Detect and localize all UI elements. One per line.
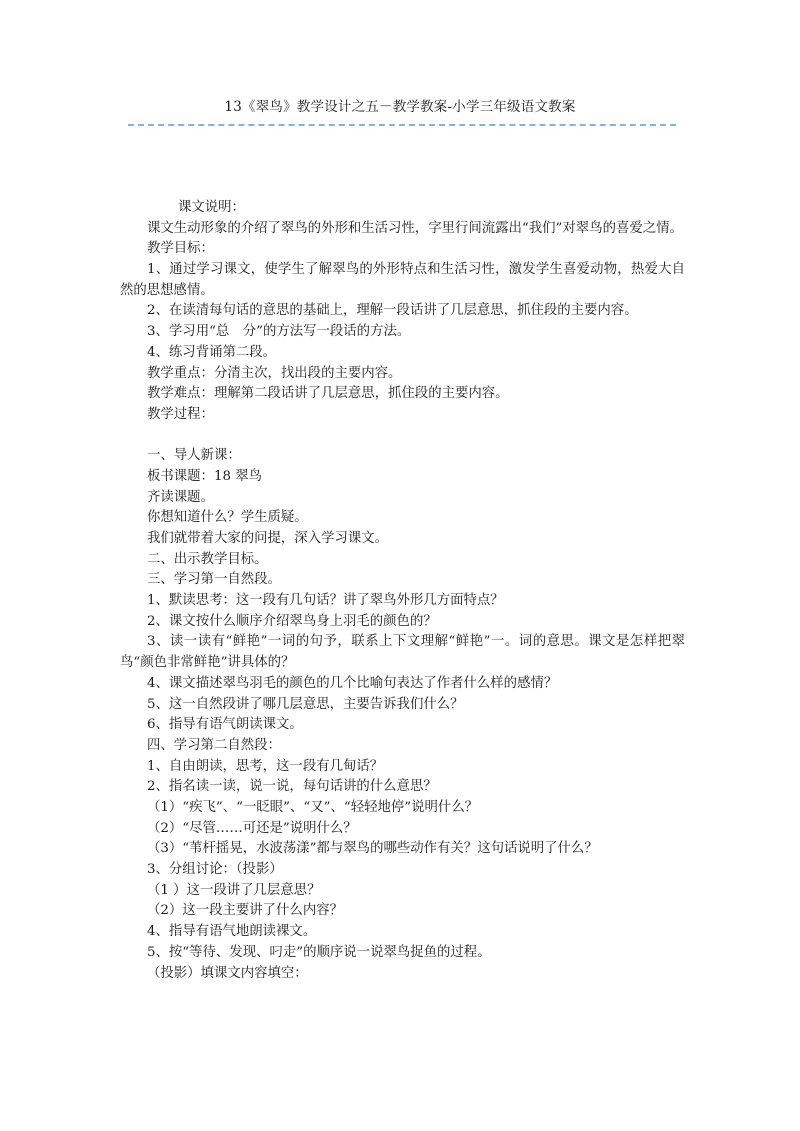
text-line: 5、按“等待、发现、叼走”的顺序说一说翠鸟捉鱼的过程。 (147, 944, 491, 960)
text-line: 4、课文描述翠鸟羽毛的颜色的几个比喻句表达了作者什么样的感情？ (147, 675, 558, 691)
text-line-description-heading: 课文说明： (178, 200, 245, 215)
text-line-process-heading: 教学过程： (147, 406, 214, 422)
blank-line (120, 426, 685, 447)
text-line-objective-1: 1、通过学习课文，使学生了解翠鸟的外形特点和生活习性，激发学生喜爱动物，热爱大自然的思想感情。 (120, 262, 685, 298)
text-line-description: 课文生动形象的介绍了翠鸟的外形和生活习性，字里行间流露出“我们”对翠鸟的喜爱之情。 (147, 220, 683, 236)
lesson-plan-body (120, 198, 685, 984)
text-line: 3、分组讨论：（投影） (147, 862, 283, 878)
text-line: （1 ）这一段讲了几层意思？ (147, 882, 321, 898)
text-line-objective-3: 3、学习用“总 分”的方法写一段话的方法。 (147, 324, 411, 340)
text-line: 板书课题：18 翠鸟 (147, 468, 263, 484)
text-line: 5、这一自然段讲了哪几层意思，主要告诉我们什么？ (147, 696, 464, 712)
text-line: 我们就带着大家的问提，深入学习课文。 (147, 531, 389, 547)
header-divider (128, 124, 676, 126)
text-line: （2）“尽管……可还是”说明什么？ (147, 820, 357, 836)
text-line-section-2: 二、出示教学目标。 (147, 551, 268, 567)
text-line: 1、默读思考：这一段有几句话？讲了翠鸟外形几方面特点？ (147, 593, 504, 609)
text-line: 6、指导有语气朗读课文。 (147, 717, 303, 733)
text-line: 你想知道什么？学生质疑。 (147, 510, 308, 526)
text-line: （1）“疾飞”、“一眨眼”、“又”、“轻轻地停”说明什么？ (147, 800, 479, 816)
text-line-section-4: 四、学习第二自然段： (147, 737, 281, 753)
text-line-key-point: 教学重点：分清主次，找出段的主要内容。 (147, 365, 402, 381)
text-line: 3、读一读有“鲜艳”一词的句予，联系上下文理解“鲜艳”一。词的意思。课文是怎样把翠鸟“颜色非常鲜艳”讲具体的？ (120, 634, 685, 671)
text-line-section-3: 三、学习第一自然段。 (147, 572, 281, 588)
text-line: 1、自由朗读，思考，这一段有几甸话？ (147, 758, 384, 774)
text-line: 4、指导有语气地朗读裸文。 (147, 924, 317, 940)
page-header: 13《翠鸟》教学设计之五－教学教案-小学三年级语文教案 (224, 99, 576, 115)
text-line: （2）这一段主要讲了什么内容？ (147, 903, 343, 919)
text-line-section-1: 一、导人新课： (147, 448, 241, 464)
text-line: 2、指名读一读，说一说，每句话讲的什么意思？ (147, 779, 437, 795)
text-line: （3）“苇杆摇晃，水波荡漾”都与翠鸟的哪些动作有关？这句话说明了什么？ (147, 841, 598, 857)
text-line: 2、课文按什么顺序介绍翠鸟身上羽毛的颜色的？ (147, 613, 437, 629)
text-line: （投影）填课文内容填空： (147, 965, 308, 981)
text-line-objective-2: 2、在读清每句话的意思的基础上，理解一段话讲了几层意思，抓住段的主要内容。 (147, 303, 638, 319)
text-line: 齐读课题。 (147, 489, 214, 505)
text-line-objectives-heading: 教学目标： (147, 241, 214, 257)
text-line-difficulty: 教学难点：理解第二段话讲了几层意思，抓住段的主要内容。 (147, 386, 509, 402)
text-line-objective-4: 4、练习背诵第二段。 (147, 344, 277, 360)
